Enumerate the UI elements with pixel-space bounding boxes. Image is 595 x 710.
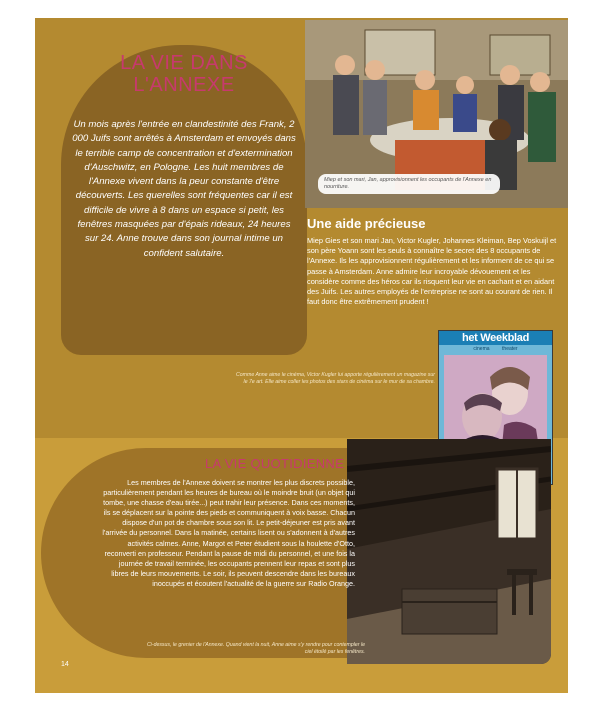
magazine-masthead: het Weekblad — [439, 331, 552, 345]
magazine-sub-left: cinema — [473, 346, 490, 352]
aide-text: Miep Gies et son mari Jan, Victor Kugler, Johannes Kleiman, Bep Voskuijl et son père Yoann sont les seuls à connaître le secret des 8 occupants de l'Annexe. Ils les approvisionnent régulièrement et les informent de ce qui se passe à Amsterdam. Anne admire leur incroyable dévouement et les considère comme des héros car ils risquent leur vie en cachant et en aidant des Juifs. Les autres employés de l'entreprise ne sont au courant de rien. Il faut donc être extrêmement prudent ! — [307, 236, 557, 307]
magazine-subheader — [439, 345, 552, 353]
intro-text: Un mois après l'entrée en clandestinité des Frank, 2 000 Juifs sont arrêtés à Amsterdam et envoyés dans le terrible camp de concentration et d'extermination d'Auschwitz, en Pologne. Les huit membres de l'Annexe vivent dans la peur constante d'être découverts. Les querelles sont fréquentes car il est difficile de vivre à 8 dans un espace si petit, les fenêtres masquées par d'épais rideaux, 24 heures sur 24. Anne trouve dans son journal intime un confident salutaire. — [72, 119, 296, 259]
illustration-caption: Miep et son mari, Jan, approvisionnent les occupants de l'Annexe en nourriture. — [318, 174, 500, 194]
daily-title: LA VIE QUOTIDIENNE — [205, 456, 345, 471]
intro-title — [61, 52, 307, 96]
magazine-page — [35, 18, 568, 693]
attic-photo — [347, 439, 551, 664]
poster-caption: Comme Anne aime le cinéma, Victor Kugler lui apporte régulièrement un magazine sur le 7e art. Elle aime coller les photos des stars de cinéma sur le mur de sa chambre. — [236, 372, 435, 385]
intro-title-line1: LA VIE DANS — [120, 52, 248, 74]
attic-photograph — [347, 439, 551, 664]
page-number: 14 — [61, 661, 69, 668]
aide-title: Une aide précieuse — [307, 216, 426, 231]
attic-caption: Ci-dessus, le grenier de l'Annexe. Quand vient la nuit, Anne aime s'y rendre pour contempler le ciel étoilé par les fenêtres. — [146, 642, 365, 655]
magazine-sub-right: theater — [502, 346, 518, 352]
intro-title-line2: L'ANNEXE — [133, 74, 235, 96]
daily-text: Les membres de l'Annexe doivent se montrer les plus discrets possible, particulièrement pendant les heures de bureau où le moindre bruit (un objet qui tombe, une chasse d'eau tirée...) peut trahir leur présence. Dans ces moments, ils se déplacent sur la pointe des pieds et communiquent à voix basse. Chacun dispose d'un pot de chambre sous son lit. Le petit-déjeuner est pris avant l'arrivée du personnel. Dans la matinée, certains lisent ou s'adonnent à d'autres activités calmes. Anne, Margot et Peter étudient sous la houlette d'Otto, reconverti en professeur. Pendant la pause de midi du personnel, et une fois la journée de travail terminée, les occupants prennent leur repas et sont plus libres de leurs mouvements. Le soir, ils peuvent descendre dans les bureaux inoccupés et écoutent l'actualité de la guerre sur Radio Orange. — [102, 478, 355, 588]
